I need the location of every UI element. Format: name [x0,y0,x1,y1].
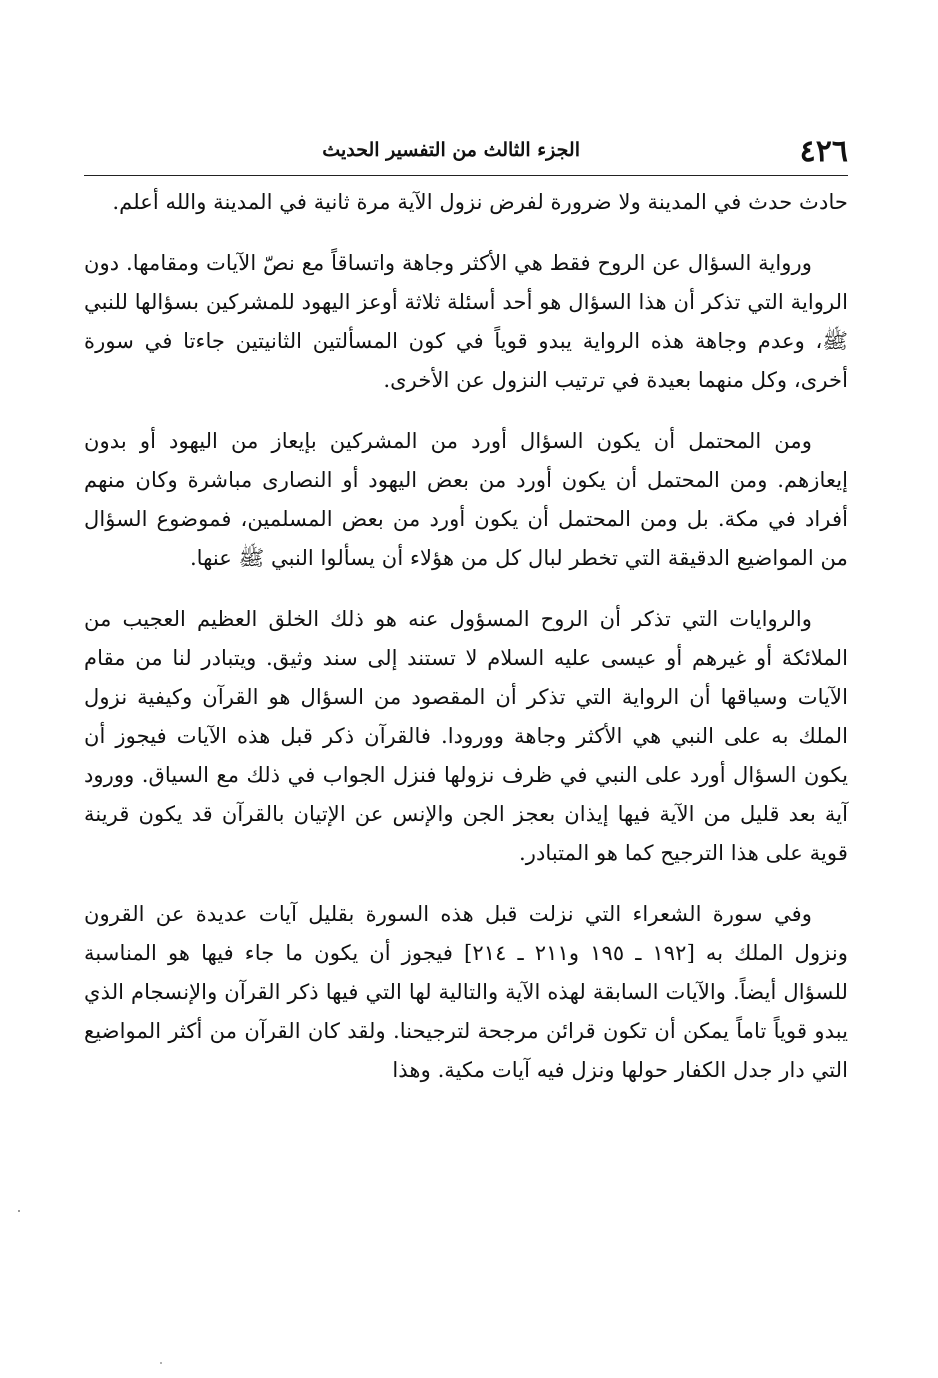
paragraph-5: وفي سورة الشعراء التي نزلت قبل هذه السورة بقليل آيات عديدة عن القرون ونزول الملك به [١٩٢ ـ ١٩٥ و٢١١ ـ ٢١٤] فيجوز أن يكون ما جاء فيها هو المناسبة للسؤال أيضاً. والآيات السابقة لهذه الآية والتالية لها التي فيها ذكر القرآن والإنسجام الذي يبدو قوياً تاماً يمكن أن تكون قرائن مرجحة لترجيحنا. ولقد كان القرآن من أكثر المواضيع التي دار جدل الكفار حولها ونزل فيه آيات مكية. وهذا [84,901,848,1082]
scan-speck [18,1210,20,1212]
paragraph-3: ومن المحتمل أن يكون السؤال أورد من المشركين بإيعاز من اليهود أو بدون إيعازهم. ومن المحتمل أن يكون أورد من بعض اليهود أو النصارى مباشرة وكان منهم أفراد في مكة. بل ومن المحتمل أن يكون أورد من بعض المسلمين، فموضوع السؤال من المواضيع الدقيقة التي تخطر لبال كل من هؤلاء أن يسألوا النبي ﷺ عنها. [84,428,848,570]
paragraph-2: ورواية السؤال عن الروح فقط هي الأكثر وجاهة واتساقاً مع نصّ الآيات ومقامها. دون الرواية التي تذكر أن هذا السؤال هو أحد أسئلة ثلاثة أوعز اليهود للمشركين بسؤالها للنبي ﷺ، وعدم وجاهة هذه الرواية يبدو قوياً في كون المسألتين الثانيتين جاءتا في سورة أخرى، وكل منهما بعيدة في ترتيب النزول عن الأخرى. [84,250,848,392]
body-text [84,182,848,1111]
page-number: ٤٢٦ [799,134,848,169]
paragraph-4: والروايات التي تذكر أن الروح المسؤول عنه هو ذلك الخلق العظيم العجيب من الملائكة أو غيرهم أو عيسى عليه السلام لا تستند إلى سند وثيق. ويتبادر لنا من مقام الآيات وسياقها أن الرواية التي تذكر أن المقصود من السؤال هو القرآن وكيفية نزول الملك به على النبي هي الأكثر وجاهة وورودا. فالقرآن ذكر قبل هذه الآيات فيجوز أن يكون السؤال أورد على النبي في ظرف نزولها فنزل الجواب في ذلك مع السياق. وورود آية بعد قليل من الآية فيها إيذان بعجز الجن والإنس عن الإتيان بالقرآن قد يكون قرينة قوية على هذا الترجيح كما هو المتبادر. [84,606,848,865]
header-title: الجزء الثالث من التفسير الحديث [322,139,580,161]
header-rule [84,175,848,176]
running-header [84,128,848,176]
paragraph-1: حادث حدث في المدينة ولا ضرورة لفرض نزول الآية مرة ثانية في المدينة والله أعلم. [112,189,848,214]
scan-speck [160,1362,162,1364]
